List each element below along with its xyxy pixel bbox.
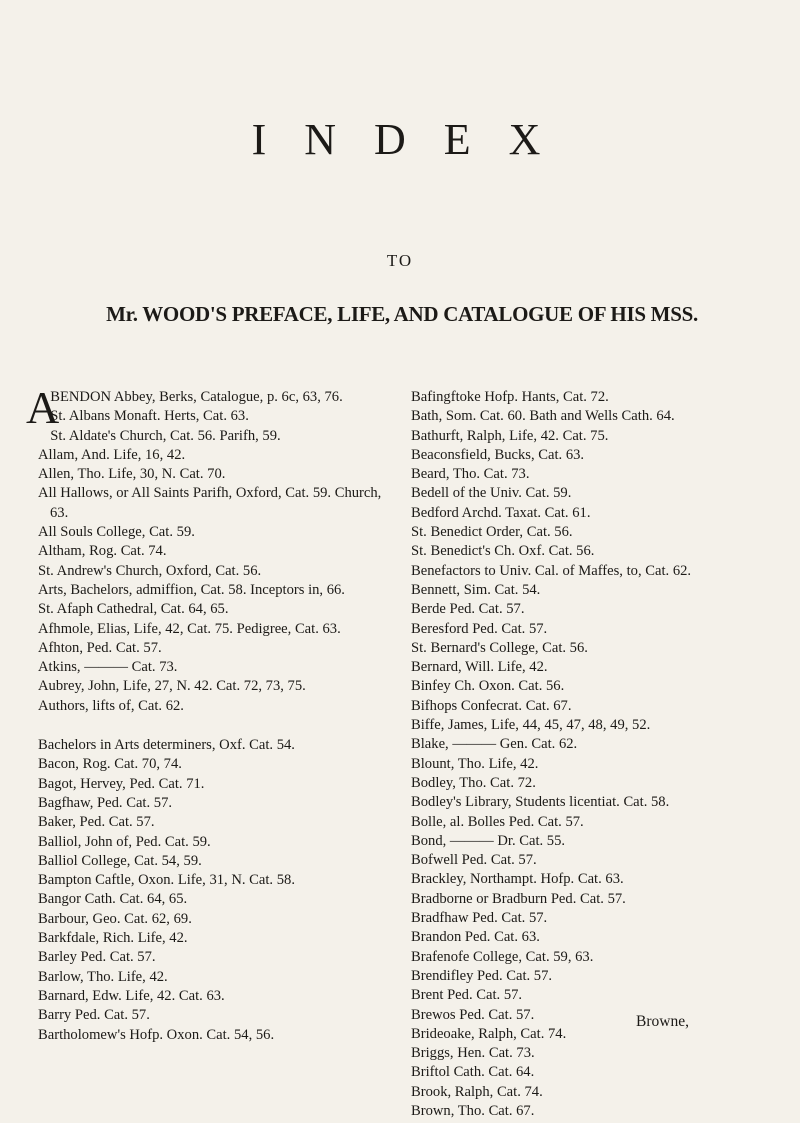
index-entry: Bampton Caftle, Oxon. Life, 31, N. Cat. 58. [38, 872, 295, 889]
index-entry: St. Aldate's Church, Cat. 56. Parifh, 59. [50, 427, 281, 444]
index-entry: Bathurft, Ralph, Life, 42. Cat. 75. [411, 427, 609, 444]
index-entry: Biffe, James, Life, 44, 45, 47, 48, 49, 52. [411, 717, 651, 734]
index-entry: Authors, lifts of, Cat. 62. [38, 697, 184, 714]
index-entry: Benefactors to Univ. Cal. of Maffes, to, Cat. 62. [411, 562, 692, 579]
index-entry: Bacon, Rog. Cat. 70, 74. [38, 756, 182, 773]
index-entry: Bagfhaw, Ped. Cat. 57. [38, 794, 173, 811]
index-entry: Atkins, ——— Cat. 73. [38, 659, 178, 676]
index-entry: Brown, Tho. Cat. 67. [411, 1102, 535, 1119]
index-entry: Bafingftoke Hofp. Hants, Cat. 72. [411, 389, 609, 405]
index-entry: All Hallows, or All Saints Parifh, Oxford, Cat. 59. Church, 63. [38, 485, 382, 521]
index-entry: Beaconsfield, Bucks, Cat. 63. [411, 446, 585, 463]
index-entry: Bedell of the Univ. Cat. 59. [411, 485, 572, 502]
index-entry: St. Andrew's Church, Oxford, Cat. 56. [38, 562, 262, 579]
index-entry: Bagot, Hervey, Ped. Cat. 71. [38, 775, 205, 792]
index-entry: BENDON Abbey, Berks, Catalogue, p. 6c, 63, 76. [50, 389, 343, 405]
index-entry: Barley Ped. Cat. 57. [38, 949, 156, 966]
index-entry: St. Afaph Cathedral, Cat. 64, 65. [38, 601, 229, 618]
index-entry: Balliol, John of, Ped. Cat. 59. [38, 833, 211, 850]
index-entry: Bedford Archd. Taxat. Cat. 61. [411, 504, 591, 521]
index-entry: St. Benedict Order, Cat. 56. [411, 524, 573, 541]
index-entry: Allen, Tho. Life, 30, N. Cat. 70. [38, 466, 226, 483]
index-entry: Bartholomew's Hofp. Oxon. Cat. 54, 56. [38, 1026, 275, 1043]
index-entry: Blount, Tho. Life, 42. [411, 755, 539, 772]
index-entry: Beresford Ped. Cat. 57. [411, 620, 548, 637]
index-entry: All Souls College, Cat. 59. [38, 524, 195, 541]
index-entry: Brent Ped. Cat. 57. [411, 987, 523, 1004]
page-title: INDEX [251, 115, 579, 164]
index-entry: Brideoake, Ralph, Cat. 74. [411, 1025, 567, 1042]
index-entry: Bodley, Tho. Cat. 72. [411, 774, 536, 791]
index-entry: Bangor Cath. Cat. 64, 65. [38, 891, 188, 908]
index-entry: Brook, Ralph, Cat. 74. [411, 1083, 543, 1100]
index-entry: Brandon Ped. Cat. 63. [411, 929, 540, 946]
index-entry: Binfey Ch. Oxon. Cat. 56. [411, 678, 565, 695]
index-entry: Bachelors in Arts determiners, Oxf. Cat. 54. [38, 737, 295, 754]
subtitle: TO [386, 251, 414, 270]
index-entry: Bolle, al. Bolles Ped. Cat. 57. [411, 813, 584, 830]
index-entry: Briggs, Hen. Cat. 73. [411, 1045, 535, 1062]
index-entry: Arts, Bachelors, admiffion, Cat. 58. Inceptors in, 66. [38, 581, 345, 598]
index-entry: Briftol Cath. Cat. 64. [411, 1064, 535, 1081]
index-entry: Baker, Ped. Cat. 57. [38, 814, 155, 831]
index-entry: Barbour, Geo. Cat. 62, 69. [38, 910, 192, 927]
index-entry: Barkfdale, Rich. Life, 42. [38, 930, 188, 947]
index-entry: Brendifley Ped. Cat. 57. [411, 967, 553, 984]
index-entry: Barnard, Edw. Life, 42. Cat. 63. [38, 987, 225, 1004]
index-entry: St. Benedict's Ch. Oxf. Cat. 56. [411, 543, 595, 560]
index-entry: St. Albans Monaft. Herts, Cat. 63. [50, 408, 249, 425]
index-entry: St. Bernard's College, Cat. 56. [411, 639, 588, 656]
index-entry: Altham, Rog. Cat. 74. [38, 543, 167, 560]
left-column [26, 382, 388, 1045]
index-entry: Bradfhaw Ped. Cat. 57. [411, 910, 548, 927]
index-entry: Brewos Ped. Cat. 57. [411, 1006, 535, 1023]
index-entry: Beard, Tho. Cat. 73. [411, 466, 530, 483]
index-entry: Bernard, Will. Life, 42. [411, 659, 548, 676]
index-entry: Bradborne or Bradburn Ped. Cat. 57. [411, 890, 626, 907]
entry-gap [38, 716, 388, 736]
right-entry-list [411, 388, 781, 1121]
index-entry: Blake, ——— Gen. Cat. 62. [411, 736, 578, 753]
index-entry: Afhmole, Elias, Life, 42, Cat. 75. Pedigree, Cat. 63. [38, 620, 341, 637]
index-entry: Bond, ——— Dr. Cat. 55. [411, 832, 566, 849]
index-entry: Berde Ped. Cat. 57. [411, 601, 525, 618]
drop-cap: A [26, 382, 60, 433]
index-entry: Bath, Som. Cat. 60. Bath and Wells Cath. 64. [411, 408, 675, 425]
left-entry-list [38, 388, 388, 1045]
index-entry: Brafenofe College, Cat. 59, 63. [411, 948, 594, 965]
index-entry: Bifhops Confecrat. Cat. 67. [411, 697, 572, 714]
index-entry: Barry Ped. Cat. 57. [38, 1007, 150, 1024]
catchword: Browne, [636, 1013, 689, 1030]
right-column [411, 388, 781, 1121]
index-entry: Bodley's Library, Students licentiat. Cat. 58. [411, 794, 670, 811]
index-entry: Barlow, Tho. Life, 42. [38, 968, 168, 985]
index-entry: Brackley, Northampt. Hofp. Cat. 63. [411, 871, 624, 888]
index-entry: Aubrey, John, Life, 27, N. 42. Cat. 72, 73, 75. [38, 678, 306, 695]
section-heading: Mr. WOOD'S PREFACE, LIFE, AND CATALOGUE OF HIS MSS. [106, 302, 698, 326]
index-entry: Allam, And. Life, 16, 42. [38, 446, 186, 463]
index-entry: Bofwell Ped. Cat. 57. [411, 852, 537, 869]
index-entry: Bennett, Sim. Cat. 54. [411, 581, 541, 598]
index-entry: Afhton, Ped. Cat. 57. [38, 639, 162, 656]
index-entry: Balliol College, Cat. 54, 59. [38, 852, 202, 869]
